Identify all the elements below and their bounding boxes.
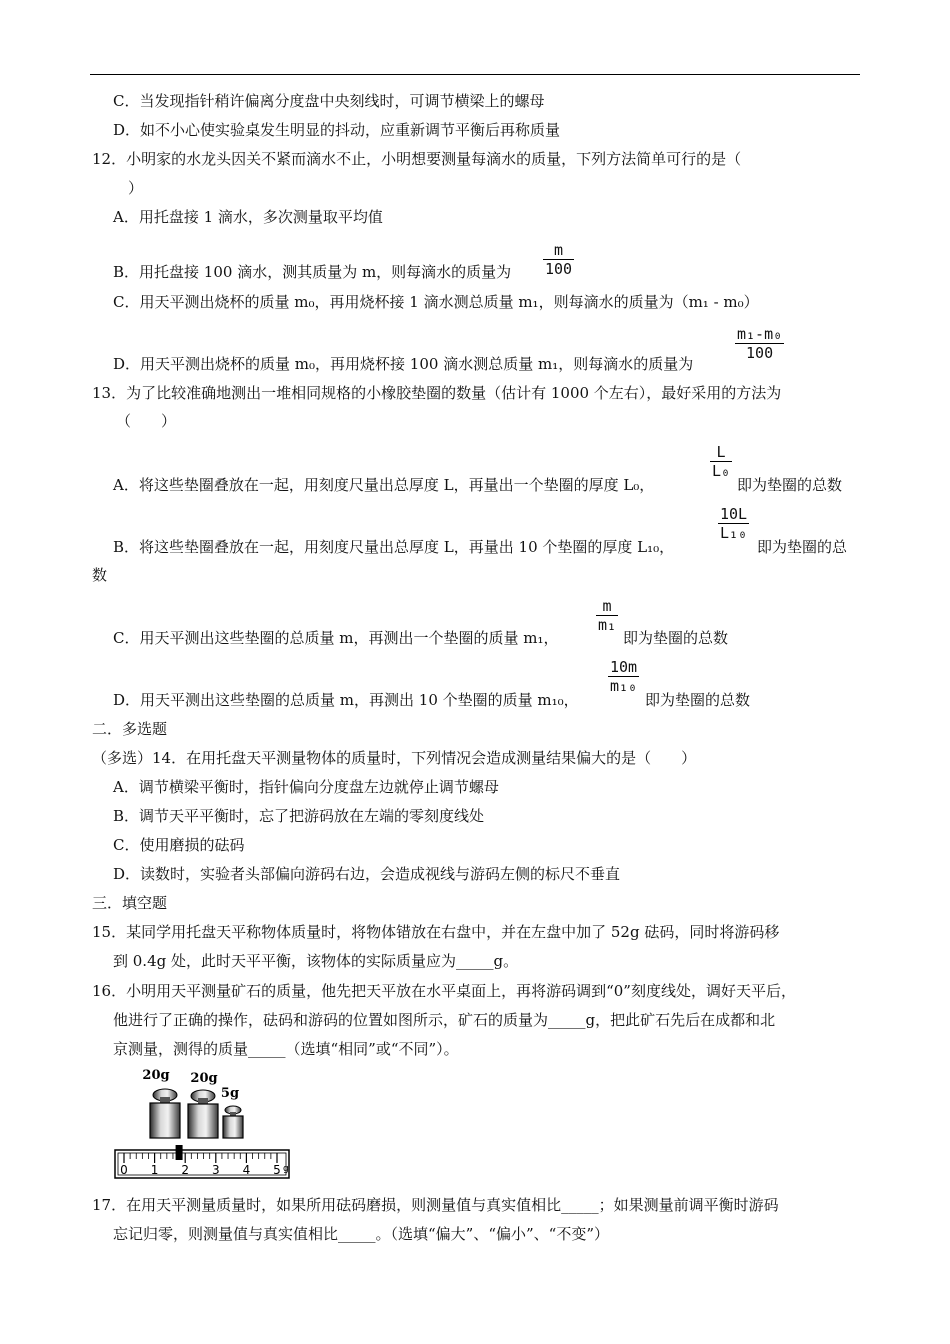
q13-option-d-tail: 即为垫圈的总数 bbox=[645, 691, 751, 709]
q14-stem: （多选）14．在用托盘天平测量物体的质量时，下列情况会造成测量结果偏大的是（ ） bbox=[92, 749, 697, 767]
weight-20g-1 bbox=[142, 1068, 180, 1138]
weight-5g bbox=[221, 1086, 243, 1138]
q12-option-b-fraction bbox=[543, 241, 574, 278]
q13-stem: 13．为了比较准确地测出一堆相同规格的小橡胶垫圈的数量（估计有 1000 个左右），最好采用的方法为 bbox=[92, 384, 782, 402]
tick-label: 5 bbox=[273, 1163, 281, 1177]
fraction-numerator: L bbox=[716, 443, 726, 461]
weight-label: 5g bbox=[220, 1086, 240, 1101]
q13-option-d: D．用天平测出这些垫圈的总质量 m，再测出 10 个垫圈的质量 m₁₀， bbox=[113, 691, 579, 709]
fraction-numerator: m₁-m₀ bbox=[737, 325, 783, 343]
q16-line-3: 京测量，测得的质量_____（选填“相同”或“不同”）。 bbox=[113, 1040, 459, 1058]
q16-line-1: 16．小明用天平测量矿石的质量，他先把天平放在水平桌面上，再将游码调到“0”刻度线处，调好天平后， bbox=[92, 982, 796, 1000]
q12-option-d: D．用天平测出烧杯的质量 m₀，再用烧杯接 100 滴水测总质量 m₁，则每滴水的质量为 bbox=[113, 355, 694, 373]
q17-line-2: 忘记归零，则测量值与真实值相比_____。（选填“偏大”、“偏小”、“不变”） bbox=[113, 1225, 610, 1243]
q13-option-c-fraction bbox=[596, 597, 618, 634]
weight-20g-2 bbox=[188, 1071, 218, 1138]
q13-option-b-tail: 即为垫圈的总 bbox=[757, 538, 848, 556]
fraction-numerator: 10L bbox=[720, 505, 748, 523]
q14-option-b: B．调节天平平衡时，忘了把游码放在左端的零刻度线处 bbox=[113, 807, 485, 825]
fraction-numerator: m bbox=[602, 597, 612, 615]
weight-label: 20g bbox=[142, 1068, 170, 1083]
q17-line-1: 17．在用天平测量质量时，如果所用砝码磨损，则测量值与真实值相比_____；如果测量前调平衡时游码 bbox=[92, 1196, 779, 1214]
q16-line-2: 他进行了正确的操作，砝码和游码的位置如图所示，矿石的质量为_____g，把此矿石先后在成都和北 bbox=[113, 1011, 776, 1029]
q12-option-d-fraction bbox=[735, 325, 784, 362]
rider-scale bbox=[115, 1145, 289, 1178]
fraction-denominator: m₁₀ bbox=[610, 677, 638, 695]
balance-figure bbox=[112, 1065, 292, 1183]
q12-option-b: B．用托盘接 100 滴水，测其质量为 m，则每滴水的质量为 bbox=[113, 263, 512, 281]
q12-option-a: A．用托盘接 1 滴水，多次测量取平均值 bbox=[113, 208, 383, 226]
tick-label: 3 bbox=[211, 1163, 220, 1177]
q13-option-a: A．将这些垫圈叠放在一起，用刻度尺量出总厚度 L，再量出一个垫圈的厚度 L₀， bbox=[113, 476, 655, 494]
q11-option-c: C．当发现指针稍许偏离分度盘中央刻线时，可调节横梁上的螺母 bbox=[113, 92, 545, 110]
tick-label: 0 bbox=[120, 1163, 128, 1177]
q12-stem: 12．小明家的水龙头因关不紧而滴水不止，小明想要测量每滴水的质量，下列方法简单可行的是（ bbox=[92, 150, 742, 168]
q13-option-b: B．将这些垫圈叠放在一起，用刻度尺量出总厚度 L，再量出 10 个垫圈的厚度 L₁₀， bbox=[113, 538, 675, 556]
q14-option-a: A．调节横梁平衡时，指针偏向分度盘左边就停止调节螺母 bbox=[113, 778, 499, 796]
q15-line-1: 15．某同学用托盘天平称物体质量时，将物体错放在右盘中，并在左盘中加了 52g 砝码，同时将游码移 bbox=[92, 923, 780, 941]
fraction-denominator: 100 bbox=[545, 260, 573, 278]
q13-option-a-fraction bbox=[710, 443, 732, 480]
q12-option-c: C．用天平测出烧杯的质量 m₀，再用烧杯接 1 滴水测总质量 m₁，则每滴水的质量为（m₁ - m₀） bbox=[113, 293, 759, 311]
tick-label: 1 bbox=[150, 1163, 159, 1177]
tick-label: 2 bbox=[181, 1163, 190, 1177]
q15-line-2: 到 0.4g 处，此时天平平衡，该物体的实际质量应为_____g。 bbox=[113, 952, 519, 970]
unit-label: g bbox=[283, 1164, 289, 1174]
q12-stem-end: ） bbox=[128, 179, 144, 197]
fraction-denominator: L₁₀ bbox=[720, 524, 748, 542]
q13-option-d-fraction bbox=[608, 658, 639, 695]
q13-option-c-tail: 即为垫圈的总数 bbox=[623, 629, 729, 647]
fraction-denominator: m₁ bbox=[598, 616, 617, 634]
header-rule bbox=[90, 74, 860, 75]
fraction-numerator: m bbox=[554, 241, 564, 259]
q11-option-d: D．如不小心使实验桌发生明显的抖动，应重新调节平衡后再称质量 bbox=[113, 121, 561, 139]
q13-stem-end: （ ） bbox=[116, 412, 177, 430]
fraction-denominator: L₀ bbox=[712, 462, 731, 480]
q13-option-b-tail-2: 数 bbox=[92, 566, 108, 584]
q13-option-c: C．用天平测出这些垫圈的总质量 m，再测出一个垫圈的质量 m₁， bbox=[113, 629, 559, 647]
weight-label: 20g bbox=[190, 1071, 218, 1086]
fraction-numerator: 10m bbox=[610, 658, 638, 676]
fraction-denominator: 100 bbox=[746, 344, 774, 362]
rider-marker bbox=[176, 1145, 183, 1160]
weights-and-rider-svg bbox=[112, 1065, 292, 1183]
q13-option-a-tail: 即为垫圈的总数 bbox=[737, 476, 843, 494]
tick-label: 4 bbox=[242, 1163, 251, 1177]
q14-option-c: C．使用磨损的砝码 bbox=[113, 836, 245, 854]
q13-option-b-fraction bbox=[718, 505, 749, 542]
section-multi-choice: 二．多选题 bbox=[92, 720, 168, 738]
section-fill-blank: 三．填空题 bbox=[92, 894, 168, 912]
q14-option-d: D．读数时，实验者头部偏向游码右边，会造成视线与游码左侧的标尺不垂直 bbox=[113, 865, 621, 883]
